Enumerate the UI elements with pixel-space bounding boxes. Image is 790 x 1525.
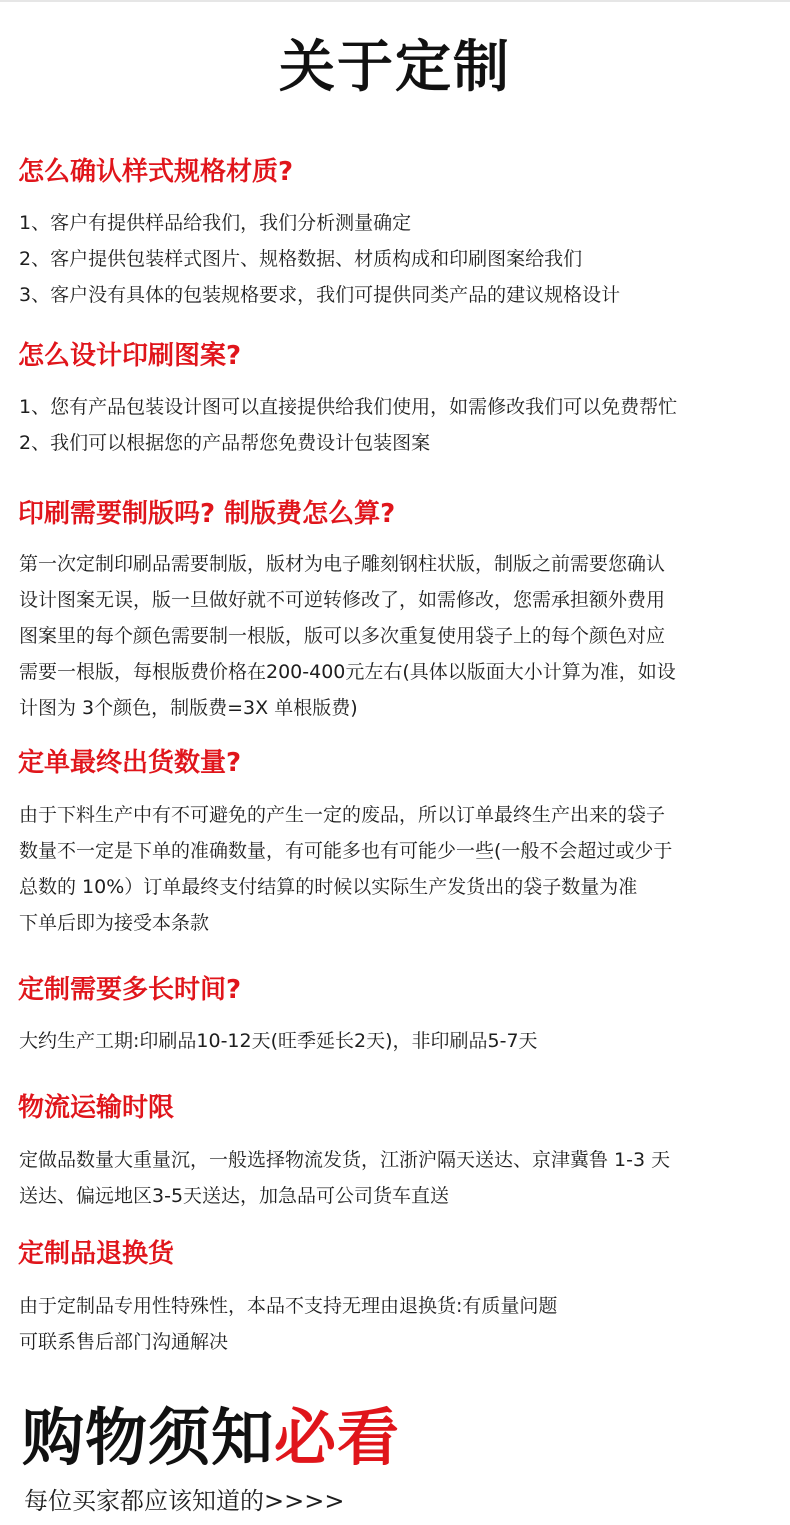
footer-title-accent: 必看 [274, 1401, 401, 1474]
section-heading-lead-time: 定制需要多长时间? [18, 975, 242, 1005]
section-heading-plate-making: 印刷需要制版吗? 制版费怎么算? [18, 499, 396, 529]
section-heading-logistics: 物流运输时限 [18, 1093, 175, 1123]
section-text-line: 由于定制品专用性特殊性，本品不支持无理由退换货:有质量问题 [19, 1295, 558, 1317]
section-text-line: 设计图案无误，版一旦做好就不可逆转修改了，如需修改，您需承担额外费用 [19, 589, 666, 611]
section-heading-design-pattern: 怎么设计印刷图案? [18, 341, 242, 371]
section-text-line: 第一次定制印刷品需要制版，版材为电子雕刻钢柱状版，制版之前需要您确认 [19, 553, 666, 575]
footer-subtitle: 每位买家都应该知道的>>>> [24, 1487, 345, 1515]
section-text-line: 计图为 3个颜色，制版费=3X 单根版费) [19, 697, 358, 719]
section-text-line: 2、客户提供包装样式图片、规格数据、材质构成和印刷图案给我们 [19, 248, 583, 270]
section-text-line: 数量不一定是下单的准确数量，有可能多也有可能少一些(一般不会超过或少于 [19, 840, 673, 862]
section-text-line: 需要一根版，每根版费价格在200-400元左右(具体以版面大小计算为准，如设 [19, 661, 676, 683]
section-text-line: 1、您有产品包装设计图可以直接提供给我们使用，如需修改我们可以免费帮忙 [19, 396, 678, 418]
section-text-line: 由于下料生产中有不可避免的产生一定的废品，所以订单最终生产出来的袋子 [19, 804, 666, 826]
section-text-line: 图案里的每个颜色需要制一根版，版可以多次重复使用袋子上的每个颜色对应 [19, 625, 666, 647]
section-text-line: 定做品数量大重量沉，一般选择物流发货，江浙沪隔天送达、京津冀鲁 1-3 天 [19, 1149, 671, 1171]
footer-title-main: 购物须知 [22, 1401, 275, 1474]
top-divider [0, 0, 790, 2]
section-text-line: 下单后即为接受本条款 [19, 912, 210, 934]
section-heading-returns: 定制品退换货 [18, 1239, 175, 1269]
section-text-line: 总数的 10%）订单最终支付结算的时候以实际生产发货出的袋子数量为准 [19, 876, 638, 898]
section-heading-confirm-spec: 怎么确认样式规格材质? [18, 157, 294, 187]
section-text-line: 送达、偏远地区3-5天送达，加急品可公司货车直送 [19, 1185, 450, 1207]
section-text-line: 3、客户没有具体的包装规格要求，我们可提供同类产品的建议规格设计 [19, 284, 621, 306]
section-text-line: 大约生产工期:印刷品10-12天(旺季延长2天)，非印刷品5-7天 [19, 1030, 538, 1052]
section-text-line: 可联系售后部门沟通解决 [19, 1331, 229, 1353]
footer-title [22, 1398, 400, 1478]
section-heading-final-quantity: 定单最终出货数量? [18, 748, 242, 778]
page-title: 关于定制 [279, 35, 511, 100]
section-text-line: 1、客户有提供样品给我们，我们分析测量确定 [19, 212, 412, 234]
section-text-line: 2、我们可以根据您的产品帮您免费设计包装图案 [19, 432, 431, 454]
